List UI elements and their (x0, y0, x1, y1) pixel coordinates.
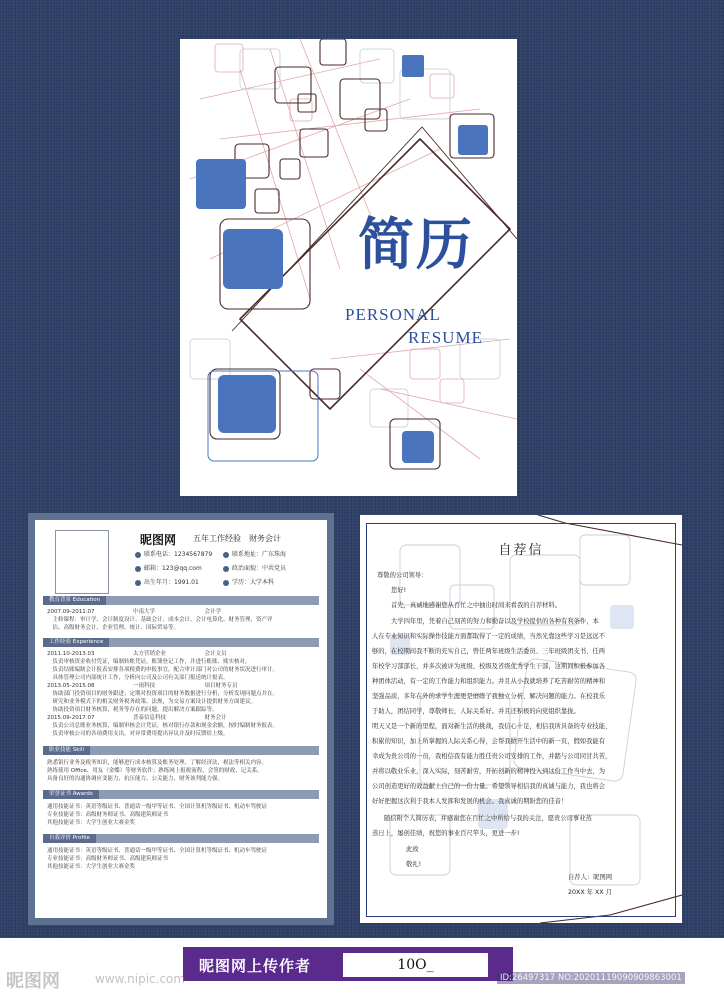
resume-name: 昵图网 (140, 533, 177, 547)
corner-ornament (30, 913, 40, 923)
letter-line: 公司创造更好的效益献上自己的一份力量。希望领导相信我的真诚与能力，我也将会 (372, 783, 605, 790)
info-birth: 出生年月：1991.01 (135, 579, 199, 587)
experience-line: 2013.05-2015.08 一雨科技 项目财务专员 (47, 683, 238, 689)
letter-line: 明天又是一个新的里程，面对新生活的挑战，我信心十足，相信我所具备的专业技能、 (372, 723, 612, 730)
letter-line: 并将以敬业乐业，深入实际，刻苦耐劳，开拓创新的精神投入到这份工作当中去，为 (372, 768, 605, 775)
letter-closing: 此致 (406, 846, 419, 853)
education-line: 估、高级财务会计、企业管理、统计、国际贸易等。 (47, 625, 180, 631)
award-line: 专业技能证书：高级财务师证书、高级建筑师证书 (47, 812, 169, 818)
profile-line: 其他技能证书：大学生创业大赛金奖 (47, 864, 136, 870)
experience-line: 协助部门投资项目的财务跟进；定期对投资项目的财务数据进行分析，分析发现问题点并在。 (47, 691, 279, 697)
letter-line: 首先，真诚地感谢您从百忙之中抽出时间来看我的自荐材料。 (391, 602, 562, 609)
skill-line: 熟悉银行业务及税务知识，能够进行成本核算及账务处理。了解经济法，税法等相关内容。 (47, 760, 268, 766)
experience-line: 负责审核公司的各项费用支出，对异常费用提出异议并及时反馈给上级。 (47, 731, 229, 737)
experience-line: 负责结账编制会计报表安排各项税费的申报事宜，配合审计部门对公司的财务状况进行审计。 (47, 667, 279, 673)
section-education-header: 教育背景 Education (43, 596, 319, 605)
info-email: 邮箱：123@qq.com (135, 565, 202, 573)
profile-line: 通用技能证书：英语等级证书、普通话一级甲等证书、全国计算机等级证书、机动车驾驶证 (47, 848, 268, 854)
corner-ornament (322, 515, 332, 525)
letter-line: 蒸日上，屡创佳绩，祝您的事业百尺竿头，更进一步! (372, 830, 520, 837)
experience-line: 协助投资项目财务核算，税务等存在的问题，提出解决方案跟踪等。 (47, 707, 218, 713)
cover-letter-page (360, 515, 682, 923)
letter-greeting: 尊敬的公司领导： (377, 572, 428, 579)
photo-placeholder (55, 530, 109, 594)
letter-line: 随信附个人简历表，并感谢您在百忙之中所给与我的关注，愿贵公司事业蒸 (384, 815, 592, 822)
info-education: 学历：大学本科 (223, 579, 274, 587)
flag-icon (223, 566, 229, 572)
cover-title-cn: 简历 (358, 212, 474, 278)
letter-line: 年校学习部部长，并多次被评为班级、校级及省级优秀学生干部，这期间积极参加各 (372, 663, 605, 670)
resume-content-area (35, 520, 327, 918)
graduation-icon (223, 580, 229, 586)
uploader-name-field: 10O_ (343, 953, 488, 977)
letter-line: 幸成为贵公司的一员，我相信我有能力胜任贵公司安排的工作，并踏与公司同甘共苦， (372, 753, 612, 760)
letter-line: 种团体活动，有一定的工作能力和组织能力。并且从小我就培养了吃苦耐劳的精神和 (372, 678, 605, 685)
section-skill-header: 职业技能 Skill (43, 746, 319, 755)
info-phone: 联系电话：1234567879 (135, 551, 212, 559)
info-address: 联系地址：广东珠海 (223, 551, 286, 559)
skill-line: 具备良好的沟通协调应变能力，抗压能力、公关能力，财务该判能力强。 (47, 776, 224, 782)
mail-icon (135, 566, 141, 572)
award-line: 其他技能证书：大学生创业大赛金奖 (47, 820, 136, 826)
resume-detail-page (28, 513, 334, 925)
calendar-icon (135, 580, 141, 586)
resume-cover-page (180, 39, 517, 496)
corner-ornament (30, 515, 40, 525)
cover-title-en-resume: RESUME (408, 328, 483, 347)
letter-frame (366, 523, 676, 917)
letter-date: 20XX 年 XX 月 (568, 889, 612, 896)
education-line: 主修课程：审计学、会计制度设计、基础会计、成本会计、会计电算化、财务管理、资产评 (47, 617, 273, 623)
phone-icon (135, 552, 141, 558)
profile-line: 专业技能证书：高级财务师证书、高级建筑师证书 (47, 856, 169, 862)
location-icon (223, 552, 229, 558)
letter-line: 积累的知识，加上所掌握的人际关系心得，会帮我掀开生活中的新一页，假如我能有 (372, 738, 605, 745)
experience-line: 负责审核资金收付凭证，编制转账凭证，账簿登记工作，并进行账账、账实核对。 (47, 659, 251, 665)
letter-line: 好好把握这次利于我本人发挥和发展的机会。我真诚的期盼您的佳音！ (372, 798, 568, 805)
experience-line: 具体管理公司内部统计工作，分析向公司及公司有关部门报送统计报表。 (47, 675, 229, 681)
award-line: 通用技能证书：英语等级证书、普通话一级甲等证书、全国计算机等级证书、机动车驾驶证 (47, 804, 268, 810)
letter-closing: 敬礼! (406, 861, 422, 868)
section-profile-header: 自我评价 Profile (43, 834, 319, 843)
watermark-url: www.nipic.com (95, 972, 186, 986)
corner-ornament (322, 913, 332, 923)
letter-signer: 自荐人：昵图网 (568, 874, 613, 881)
letter-line: 于助人，团结同学，尊敬师长，人际关系好。并且还积极的向党组织靠拢。 (372, 708, 580, 715)
uploader-label: 昵图网上传作者 (199, 957, 312, 975)
experience-line: 2011.10-2013.03 太方营销企业 会计文员 (47, 651, 227, 657)
letter-line: 坚强品质，多年在外的求学生涯更是磨练了我独立分析、解决问题的能力。在校我乐 (372, 693, 605, 700)
section-experience-header: 工作经验 Experience (43, 638, 319, 647)
experience-line: 2015.09-2017.07 普泰信息科技 财务会计 (47, 715, 227, 721)
section-awards-header: 荣誉证书 Awards (43, 790, 319, 799)
experience-line: 负责公司总账业务核算，编制审核会计凭证，核对银行存款和现金余额，按时编制财务报表。 (47, 723, 279, 729)
skill-line: 熟练使用 Office、用友（金蝶）等财务软件；熟练网上报税流程，会签的财政、记关系。 (47, 768, 263, 774)
resume-job-title: 五年工作经验 财务会计 (193, 534, 281, 543)
experience-line: 研究和业务模式下的相关财务税务政策、法规，为交易方案设计提供财务方面建议。 (47, 699, 257, 705)
letter-title: 自荐信 (498, 543, 544, 558)
cover-title-en-personal: PERSONAL (345, 305, 441, 324)
letter-line: 人在专业知识和实际操作技能方面都取得了一定的成绩，当然光靠这些学习是远远不 (372, 633, 605, 640)
education-line: 2007.09-2011.07 中南大学 会计学 (47, 609, 221, 615)
letter-line: 大学四年里，凭着自己刻苦的努力和勤奋以及学校提供的各种有利条件，本 (391, 618, 599, 625)
watermark-logo: 昵图网 (6, 971, 60, 992)
letter-line: 您好! (391, 587, 407, 594)
image-id-text: ID:26497317 NO:20201119090909863001 (497, 972, 685, 984)
letter-line: 够的，在校期间我不断的充实自己，曾任两年班级生活委员、三年班级团支书、任两 (372, 648, 605, 655)
info-politics: 政治面貌：中共党员 (223, 565, 286, 573)
